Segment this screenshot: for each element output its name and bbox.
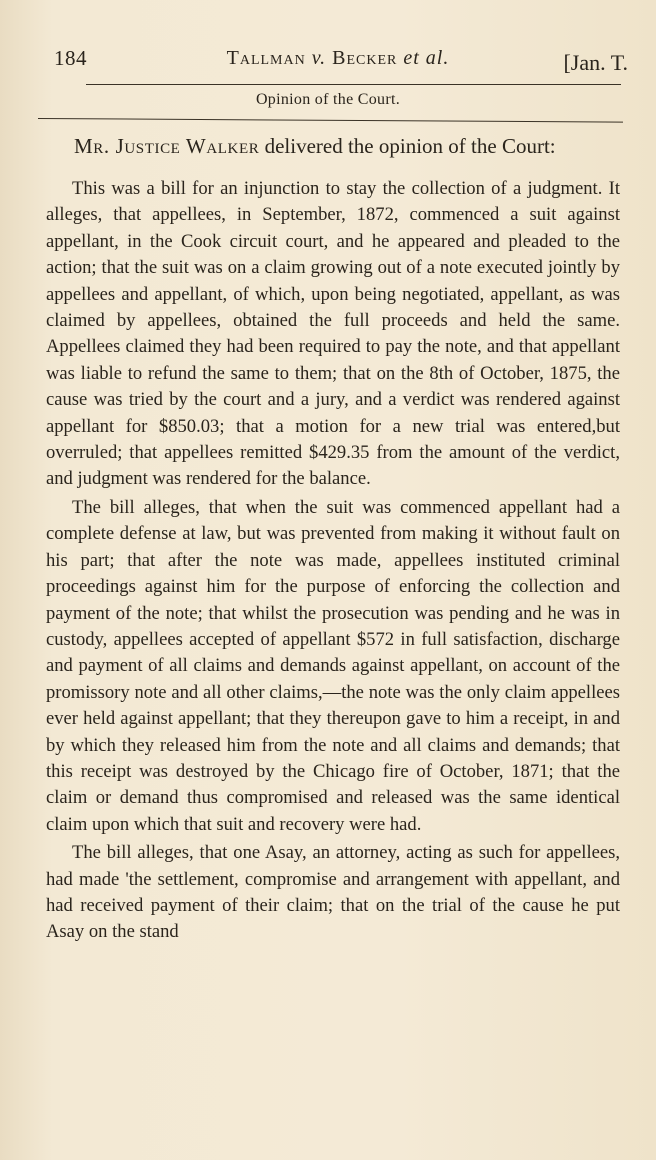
section-subhead: Opinion of the Court. [255,91,401,108]
opinion-opening-line [74,134,634,159]
paragraph-2: The bill alleges, that when the suit was commenced appellant had a complete defense at law, but was prevented from making it without fault on his part; that after the note was made, appellees instituted criminal proceedings against him for the purpose of enforcing the collection and payment of the note; that whilst the prosecution was pending and he was in custody, appellees accepted of appellant $572 in full satisfaction, discharge and payment of all claims and demands against appellant, on account of the promissory note and all other claims,—the note was the only claim appellees ever held against appellant; that they thereupon gave to him a receipt, in and by which they released him from the note and all claims and demands; that this receipt was destroyed by the Chicago fire of October, 1871; that the claim or demand thus compromised and released was the same identical claim upon which that suit and recovery were had. [46,496,620,835]
running-title: Tallman v. Becker et al. [226,47,450,69]
paragraph-1: This was a bill for an injunction to stay the collection of a judgment. It alleges, that appellees, in September, 1872, commenced a suit against appellant, in the Cook circuit court, and he appeared and pleaded to the action; that the suit was on a claim growing out of a note executed jointly by appellees and appellant, of which, upon being negotiated, appellant, as was claimed by appellees, obtained the full proceeds and held the same. Appellees claimed they had been required to pay the note, and that appellant was liable to refund the same to them; that on the 8th of October, 1875, the cause was tried by the court and a jury, and a verdict was rendered against appellant for $850.03; that a motion for a new trial was entered,but overruled; that appellees remitted $429.35 from the amount of the verdict, and judgment was rendered for the balance. [46,178,620,490]
term-date: [Jan. T. [563,50,628,75]
justice-name: Mr. Justice Walker [74,134,260,158]
opening-rest: delivered the opinion of the Court: [259,134,556,158]
opinion-body [46,176,620,948]
page-header [48,44,628,78]
header-rule-bottom [38,118,623,123]
page-number: 184 [54,46,87,70]
header-rule-top [86,84,621,85]
paragraph-3: The bill alleges, that one Asay, an attorney, acting as such for appellees, had made 'the settlement, compromise and arrangement with appellant, and had received payment of their claim; that on the trial of the cause he put Asay on the stand [46,842,620,943]
